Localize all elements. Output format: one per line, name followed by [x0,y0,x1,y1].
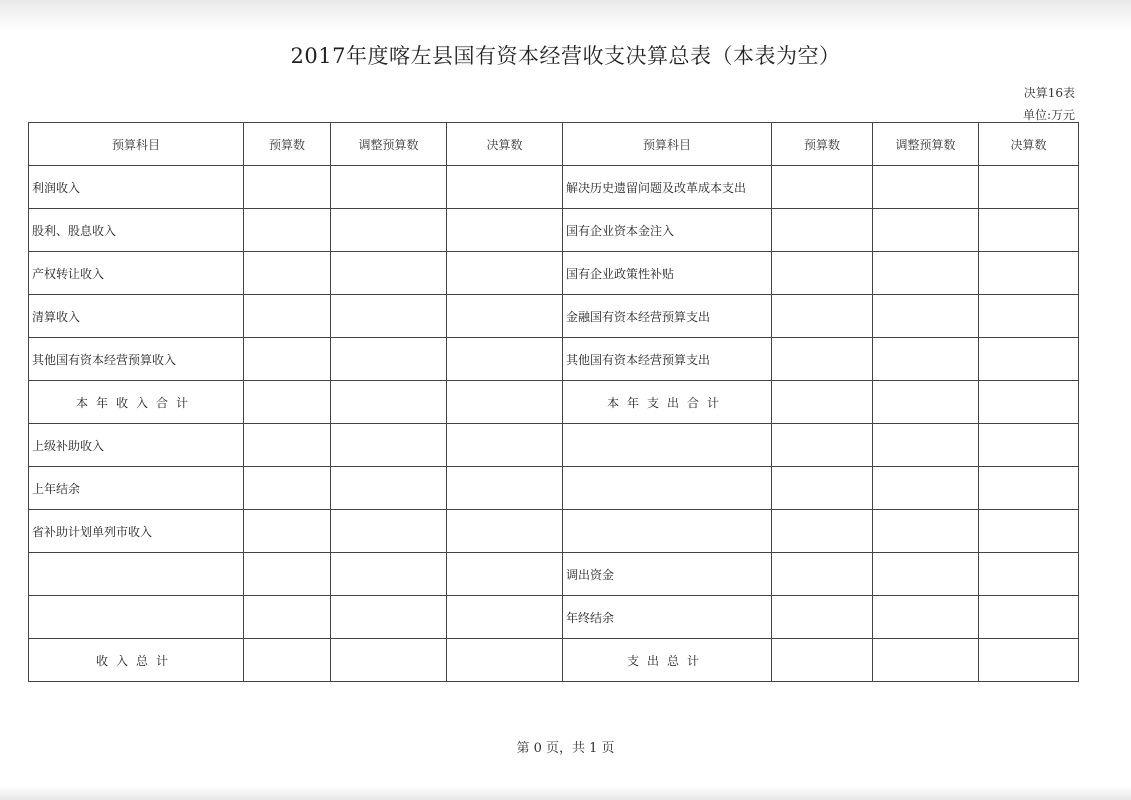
cell-empty [979,424,1079,467]
cell-empty [873,596,979,639]
income-item: 利润收入 [29,166,244,209]
expense-item: 金融国有资本经营预算支出 [563,295,772,338]
cell-empty [244,596,331,639]
income-subtotal-label: 本年收入合计 [29,381,244,424]
income-item [29,553,244,596]
cell-empty [873,639,979,682]
cell-empty [447,295,563,338]
cell-empty [244,424,331,467]
cell-empty [873,510,979,553]
table-row [29,338,1079,381]
table-row-total [29,639,1079,682]
table-row [29,424,1079,467]
header-left-budget: 预算数 [244,123,331,166]
header-left-adjusted-budget: 调整预算数 [331,123,447,166]
cell-empty [873,381,979,424]
header-right-adjusted-budget: 调整预算数 [873,123,979,166]
table-row-subtotal [29,381,1079,424]
cell-empty [447,166,563,209]
cell-empty [244,295,331,338]
cell-empty [979,553,1079,596]
cell-empty [447,510,563,553]
cell-empty [244,510,331,553]
expense-item: 解决历史遗留问题及改革成本支出 [563,166,772,209]
cell-empty [244,166,331,209]
cell-empty [244,639,331,682]
cell-empty [772,510,873,553]
expense-item [563,510,772,553]
cell-empty [772,166,873,209]
expense-subtotal-label: 本年支出合计 [563,381,772,424]
cell-empty [979,252,1079,295]
cell-empty [447,209,563,252]
cell-empty [979,338,1079,381]
cell-empty [331,338,447,381]
table-row [29,553,1079,596]
expense-item: 国有企业资本金注入 [563,209,772,252]
income-item: 清算收入 [29,295,244,338]
income-item: 省补助计划单列市收入 [29,510,244,553]
income-item: 上年结余 [29,467,244,510]
cell-empty [244,381,331,424]
expense-item: 年终结余 [563,596,772,639]
cell-empty [979,639,1079,682]
cell-empty [331,424,447,467]
table-row [29,510,1079,553]
cell-empty [873,553,979,596]
cell-empty [331,510,447,553]
cell-empty [331,596,447,639]
cell-empty [873,424,979,467]
cell-empty [873,467,979,510]
cell-empty [331,295,447,338]
income-total-label: 收入总计 [29,639,244,682]
expense-total-label: 支出总计 [563,639,772,682]
cell-empty [447,596,563,639]
page-counter: 第 0 页，共 1 页 [516,741,615,756]
cell-empty [331,209,447,252]
cell-empty [447,381,563,424]
cell-empty [873,166,979,209]
cell-empty [772,596,873,639]
budget-table [28,122,1079,682]
cell-empty [979,381,1079,424]
cell-empty [447,252,563,295]
cell-empty [331,381,447,424]
header-left-final-account: 决算数 [447,123,563,166]
cell-empty [873,338,979,381]
expense-item: 其他国有资本经营预算支出 [563,338,772,381]
cell-empty [873,209,979,252]
cell-empty [331,166,447,209]
income-item: 其他国有资本经营预算收入 [29,338,244,381]
cell-empty [873,295,979,338]
income-item [29,596,244,639]
cell-empty [331,467,447,510]
income-item: 上级补助收入 [29,424,244,467]
cell-empty [331,553,447,596]
cell-empty [244,467,331,510]
cell-empty [772,381,873,424]
table-row [29,166,1079,209]
cell-empty [447,424,563,467]
cell-empty [979,209,1079,252]
table-row [29,295,1079,338]
cell-empty [772,209,873,252]
expense-item: 调出资金 [563,553,772,596]
header-right-subject: 预算科目 [563,123,772,166]
unit-label: 单位:万元 [1022,108,1075,122]
cell-empty [979,510,1079,553]
cell-empty [772,252,873,295]
cell-empty [772,338,873,381]
cell-empty [772,424,873,467]
form-number: 决算16表 [1023,86,1075,100]
header-right-final-account: 决算数 [979,123,1079,166]
cell-empty [979,295,1079,338]
cell-empty [331,639,447,682]
cell-empty [244,338,331,381]
cell-empty [772,467,873,510]
table-header-row [29,123,1079,166]
table-row [29,209,1079,252]
page-title: 2017年度喀左县国有资本经营收支决算总表（本表为空） [290,44,841,68]
cell-empty [244,209,331,252]
header-right-budget: 预算数 [772,123,873,166]
cell-empty [447,338,563,381]
cell-empty [979,166,1079,209]
cell-empty [447,467,563,510]
cell-empty [447,553,563,596]
expense-item [563,467,772,510]
table-row [29,596,1079,639]
income-item: 股利、股息收入 [29,209,244,252]
scan-shadow-bottom [0,786,1131,800]
cell-empty [979,596,1079,639]
cell-empty [447,639,563,682]
income-item: 产权转让收入 [29,252,244,295]
cell-empty [772,639,873,682]
table-row [29,252,1079,295]
header-left-subject: 预算科目 [29,123,244,166]
table-row [29,467,1079,510]
cell-empty [979,467,1079,510]
cell-empty [772,295,873,338]
cell-empty [873,252,979,295]
cell-empty [244,553,331,596]
expense-item [563,424,772,467]
cell-empty [772,553,873,596]
expense-item: 国有企业政策性补贴 [563,252,772,295]
scan-shadow-top [0,0,1131,30]
cell-empty [331,252,447,295]
cell-empty [244,252,331,295]
